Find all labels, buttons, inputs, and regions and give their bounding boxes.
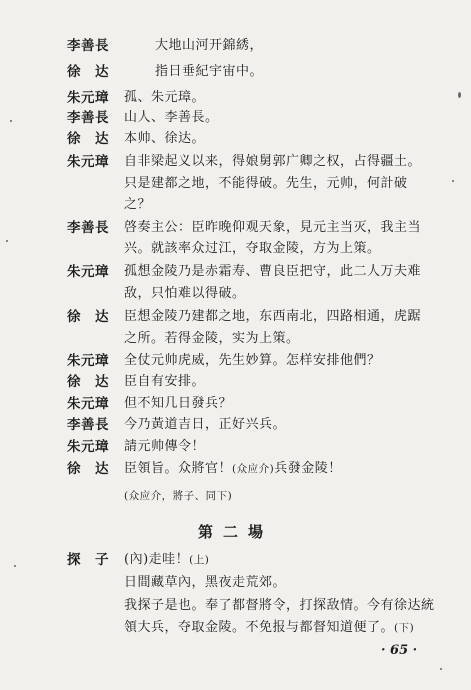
speaker-label: 徐 达 [67,461,109,477]
dialogue-text: 領大兵，夺取金陵。不免报与都督知道便了。 [124,620,395,635]
scan-speck [458,92,461,98]
dialogue-line: 我探子是也。奉了都督將令，打探敌情。今有徐达統 [124,598,435,613]
speaker-label: 朱元璋 [67,154,109,170]
dialogue-line: 臣想金陵乃建都之地，东西南北，四路相通，虎踞 [124,309,422,324]
dialogue-line: 大地山河开錦綉， [155,38,264,53]
page-number: · 65 · [381,643,418,658]
dialogue-line: 本帅、徐达。 [124,131,206,146]
dialogue-line: 今乃黃道吉日，正好兴兵。 [124,417,287,432]
dialogue-text: 臣領旨。众將官！ [124,461,233,476]
speaker-label: 徐 达 [67,64,109,80]
speaker-label: 探 子 [67,552,109,568]
speaker-label: 李善長 [67,38,109,54]
speaker-label: 李善長 [67,417,109,433]
dialogue-line: 孤、朱元璋。 [124,90,206,105]
scan-speck [452,180,454,182]
speaker-label: 李善長 [67,220,109,236]
scan-speck [440,668,442,670]
speaker-label: 朱元璋 [67,90,109,106]
inline-stage-direction: (下) [394,622,415,634]
dialogue-continuation: 敌，只怕难以得破。 [124,286,246,301]
speaker-label: 徐 达 [67,374,109,390]
dialogue-line [124,551,209,569]
inline-stage-direction: (上) [189,554,210,566]
dialogue-line: 啓奏主公：臣昨晚仰观天象，見元主当灭，我主当 [124,220,422,235]
dialogue-continuation: 之？ [124,197,152,212]
scan-speck [10,120,12,122]
speaker-label: 李善長 [67,110,109,126]
speaker-label: 徐 达 [67,309,109,325]
stage-direction: (众应介，將子、同下) [124,490,233,502]
dialogue-line: 臣自有安排。 [124,374,206,389]
scan-speck [14,565,16,567]
dialogue-continuation: 之所。若得金陵，实为上策。 [124,331,300,346]
speaker-label: 朱元璋 [67,264,109,280]
dialogue-line: 山人、李善長。 [124,110,219,125]
speaker-label: 徐 达 [67,131,109,147]
dialogue-line: 全仗元帅虎威，先生妙算。怎样安排他們？ [124,353,381,368]
speaker-label: 朱元璋 [67,396,109,412]
speaker-label: 朱元璋 [67,353,109,369]
dialogue-continuation [124,619,414,637]
scan-speck [6,240,8,242]
dialogue-continuation: 只是建都之地，不能得破。先生，元帅，何計破 [124,176,408,191]
dialogue-line [124,460,342,478]
dialogue-text: 兵發金陵！ [274,461,342,476]
verse-line: 日間藏草內，黑夜走荒郊。 [124,575,287,590]
dialogue-continuation: 兴。就該率众过江，夺取金陵，方为上策。 [124,241,381,256]
dialogue-line: 但不知几日發兵？ [124,396,233,411]
scene-title: 第二場 [197,523,273,541]
dialogue-line: 指日垂紀宇宙中。 [155,64,264,79]
dialogue-text: (內)走哇！ [124,552,190,567]
speaker-label: 朱元璋 [67,439,109,455]
dialogue-line: 自非梁起义以来，得娘舅郭广卿之权，占得疆土。 [124,154,422,169]
inline-stage-direction: (众应介) [232,463,275,475]
dialogue-line: 請元帅傳令！ [124,439,206,454]
dialogue-line: 孤想金陵乃是赤霜寿、曹良臣把守，此二人万夫难 [124,264,422,279]
